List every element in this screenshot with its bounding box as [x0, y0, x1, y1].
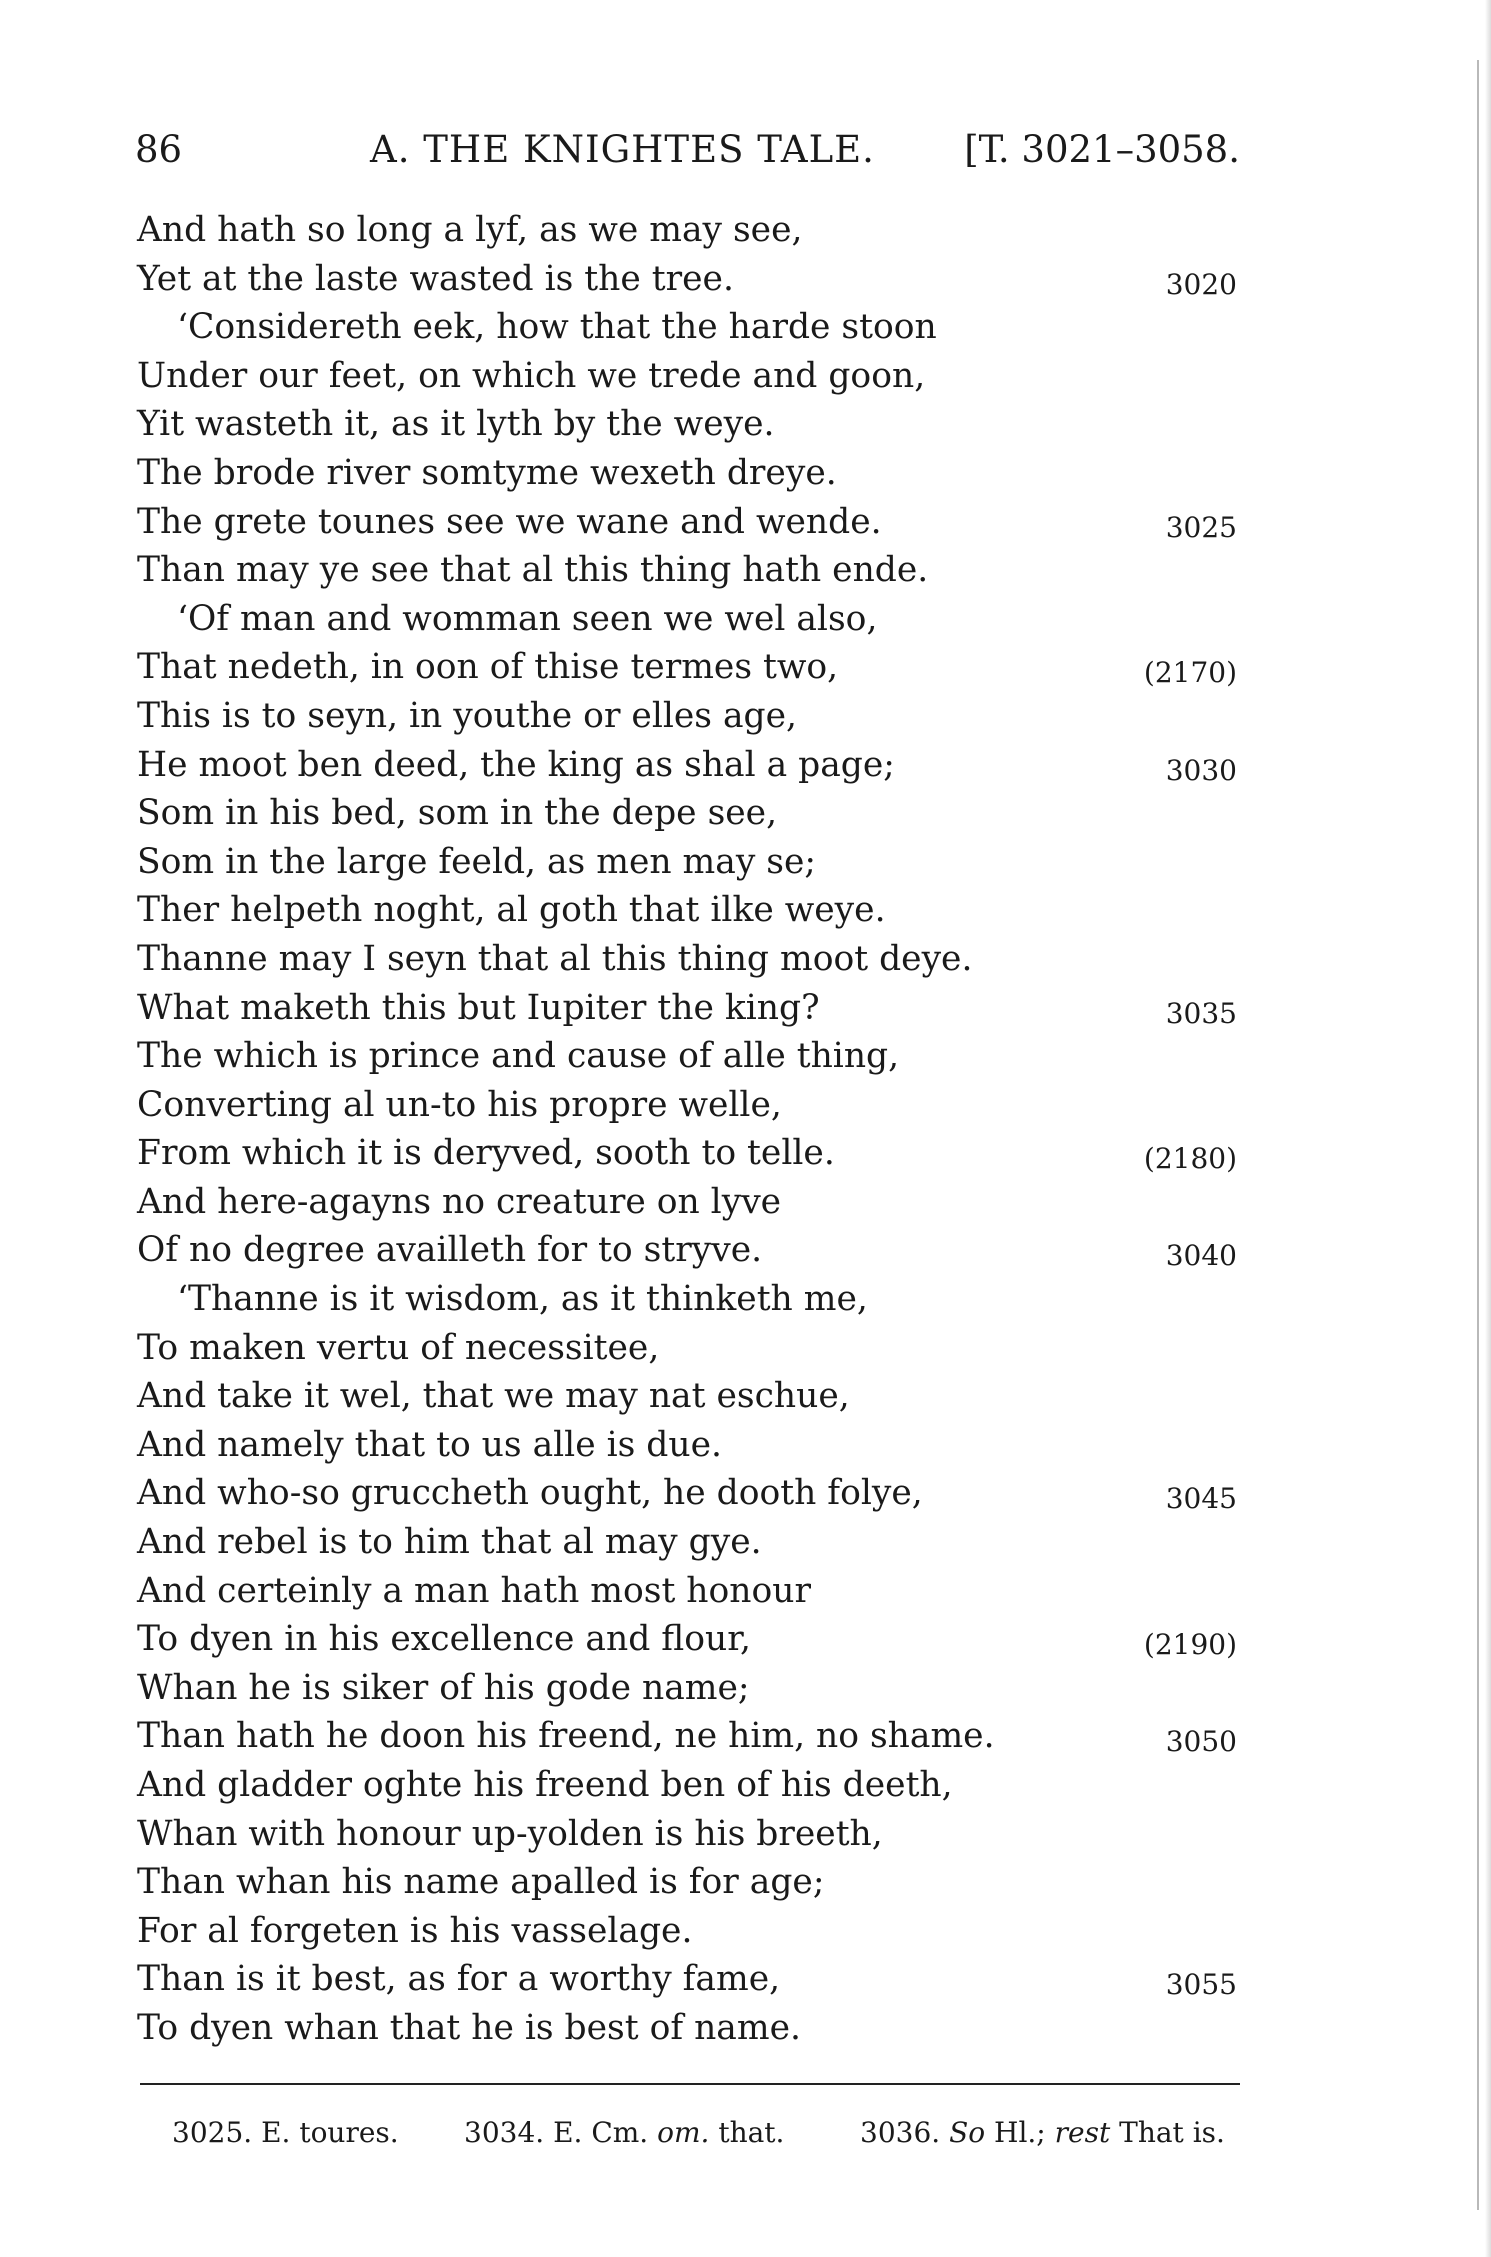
line-number: 3030: [1165, 753, 1237, 787]
verse-text: To dyen whan that he is best of name.: [137, 2007, 801, 2048]
verse-line: [137, 2004, 1237, 2053]
verse-text: To dyen in his excellence and flour,: [137, 1619, 751, 1660]
verse-line: [137, 1858, 1237, 1907]
line-number: 3025: [1165, 510, 1237, 544]
verse-line: [137, 1032, 1237, 1081]
verse-line: [137, 935, 1237, 984]
verse-text: The grete tounes see we wane and wende.: [137, 501, 882, 542]
verse-text: ‘Of man and womman seen we wel also,: [177, 598, 878, 639]
footnote-ref: 3034.: [464, 2116, 545, 2149]
verse-text: And gladder oghte his freend ben of his deeth,: [137, 1765, 953, 1805]
verse-line: [137, 1469, 1237, 1518]
footnote-abbrev: So: [949, 2116, 986, 2149]
footnote-abbrev: rest: [1054, 2116, 1111, 2149]
footnote-text: E. Cm.: [553, 2116, 649, 2149]
verse-text: Yit wasteth it, as it lyth by the weye.: [137, 404, 775, 445]
page-number: 86: [135, 128, 183, 171]
verse-line: [137, 1907, 1237, 1956]
footnote-abbrev: om.: [657, 2116, 710, 2149]
verse-text: Som in his bed, som in the depe see,: [137, 793, 778, 834]
verse-text: ‘Thanne is it wisdom, as it thinketh me,: [177, 1279, 868, 1320]
verse-line: [137, 498, 1237, 547]
verse-line: [137, 352, 1237, 401]
verse-text: And take it wel, that we may nat eschue,: [137, 1376, 850, 1417]
verse-line: [137, 1712, 1237, 1761]
verse-text: To maken vertu of necessitee,: [137, 1327, 660, 1368]
verse-text: And namely that to us alle is due.: [137, 1424, 722, 1465]
verse-text: This is to seyn, in youthe or elles age,: [137, 695, 798, 736]
verse-text: For al forgeten is his vasselage.: [137, 1910, 693, 1951]
poem-text: [137, 206, 1237, 2053]
footnote-3034: [464, 2116, 784, 2149]
verse-line: [137, 838, 1237, 887]
verse-text: He moot ben deed, the king as shal a page;: [137, 744, 895, 785]
verse-line: [137, 1275, 1237, 1324]
verse-line: [137, 1810, 1237, 1859]
verse-text: That nedeth, in oon of thise termes two,: [137, 647, 839, 688]
line-number: 3050: [1165, 1725, 1237, 1759]
verse-text: Whan with honour up-yolden is his breeth,: [137, 1813, 883, 1854]
verse-text: Than may ye see that al this thing hath ende.: [137, 550, 929, 591]
verse-line: [137, 1178, 1237, 1227]
verse-line: [137, 1372, 1237, 1421]
verse-line: [137, 1129, 1237, 1178]
verse-text: And certeinly a man hath most honour: [137, 1570, 811, 1611]
line-number: 3045: [1165, 1482, 1237, 1516]
verse-text: Than is it best, as for a worthy fame,: [137, 1959, 781, 2000]
verse-line: [137, 643, 1237, 692]
verse-line: [137, 692, 1237, 741]
verse-line: [137, 1955, 1237, 2004]
verse-text: The brode river somtyme wexeth dreye.: [137, 452, 837, 493]
verse-line: [137, 1421, 1237, 1470]
line-number: 3020: [1165, 267, 1237, 301]
verse-line: [137, 1324, 1237, 1373]
verse-line: [137, 303, 1237, 352]
verse-text: And rebel is to him that al may gye.: [137, 1522, 762, 1563]
verse-text: The which is prince and cause of alle thing,: [137, 1036, 900, 1077]
line-number: 3040: [1165, 1239, 1237, 1273]
verse-line: [137, 1518, 1237, 1567]
footnote-ref: 3036.: [860, 2116, 941, 2149]
verse-text: From which it is deryved, sooth to telle.: [137, 1133, 835, 1174]
verse-line: [137, 1567, 1237, 1616]
running-header: [135, 120, 1240, 170]
footnote-text: that.: [718, 2116, 785, 2149]
verse-line: [137, 984, 1237, 1033]
verse-line: [137, 789, 1237, 838]
line-number: (2170): [1143, 656, 1237, 690]
line-number: (2180): [1143, 1142, 1237, 1176]
verse-text: Whan he is siker of his gode name;: [137, 1667, 750, 1708]
verse-line: [137, 1081, 1237, 1130]
footnote-ref: 3025.: [172, 2116, 253, 2149]
verse-line: [137, 595, 1237, 644]
line-range: [T. 3021–3058.: [964, 128, 1240, 171]
verse-text: Of no degree availleth for to stryve.: [137, 1230, 763, 1271]
verse-text: And who-so gruccheth ought, he dooth folye,: [137, 1473, 923, 1514]
verse-line: [137, 400, 1237, 449]
verse-line: [137, 449, 1237, 498]
footnote-text: Hl.;: [994, 2116, 1046, 2149]
footnote-text: E. toures.: [261, 2116, 399, 2149]
verse-line: [137, 206, 1237, 255]
verse-text: Under our feet, on which we trede and goon,: [137, 355, 926, 396]
verse-text: Som in the large feeld, as men may se;: [137, 841, 817, 882]
verse-text: Than whan his name apalled is for age;: [137, 1862, 825, 1903]
line-number: (2190): [1143, 1628, 1237, 1662]
verse-line: [137, 886, 1237, 935]
verse-line: [137, 741, 1237, 790]
footnote-divider: [140, 2083, 1240, 2085]
verse-line: [137, 1226, 1237, 1275]
footnote-3025: [172, 2116, 399, 2149]
verse-line: [137, 1761, 1237, 1810]
footnote-text: That is.: [1119, 2116, 1225, 2149]
verse-text: And hath so long a lyf, as we may see,: [137, 210, 803, 250]
line-number: 3035: [1165, 996, 1237, 1030]
verse-line: [137, 1615, 1237, 1664]
scan-edge-line: [1477, 60, 1479, 2210]
verse-line: [137, 1664, 1237, 1713]
footnote-3036: [860, 2116, 1225, 2149]
verse-line: [137, 546, 1237, 595]
verse-text: Than hath he doon his freend, ne him, no shame.: [137, 1716, 995, 1757]
verse-text: ‘Considereth eek, how that the harde stoon: [177, 307, 937, 348]
running-title: A. THE KNIGHTES TALE.: [370, 128, 875, 171]
verse-text: Yet at the laste wasted is the tree.: [137, 258, 734, 299]
verse-text: And here-agayns no creature on lyve: [137, 1181, 782, 1222]
verse-line: [137, 255, 1237, 304]
verse-text: Ther helpeth noght, al goth that ilke weye.: [137, 890, 886, 931]
verse-text: Thanne may I seyn that al this thing moot deye.: [137, 938, 973, 979]
line-number: 3055: [1165, 1968, 1237, 2002]
verse-text: What maketh this but Iupiter the king?: [137, 987, 820, 1028]
verse-text: Converting al un-to his propre welle,: [137, 1084, 782, 1125]
scan-edge: [1485, 0, 1491, 2257]
